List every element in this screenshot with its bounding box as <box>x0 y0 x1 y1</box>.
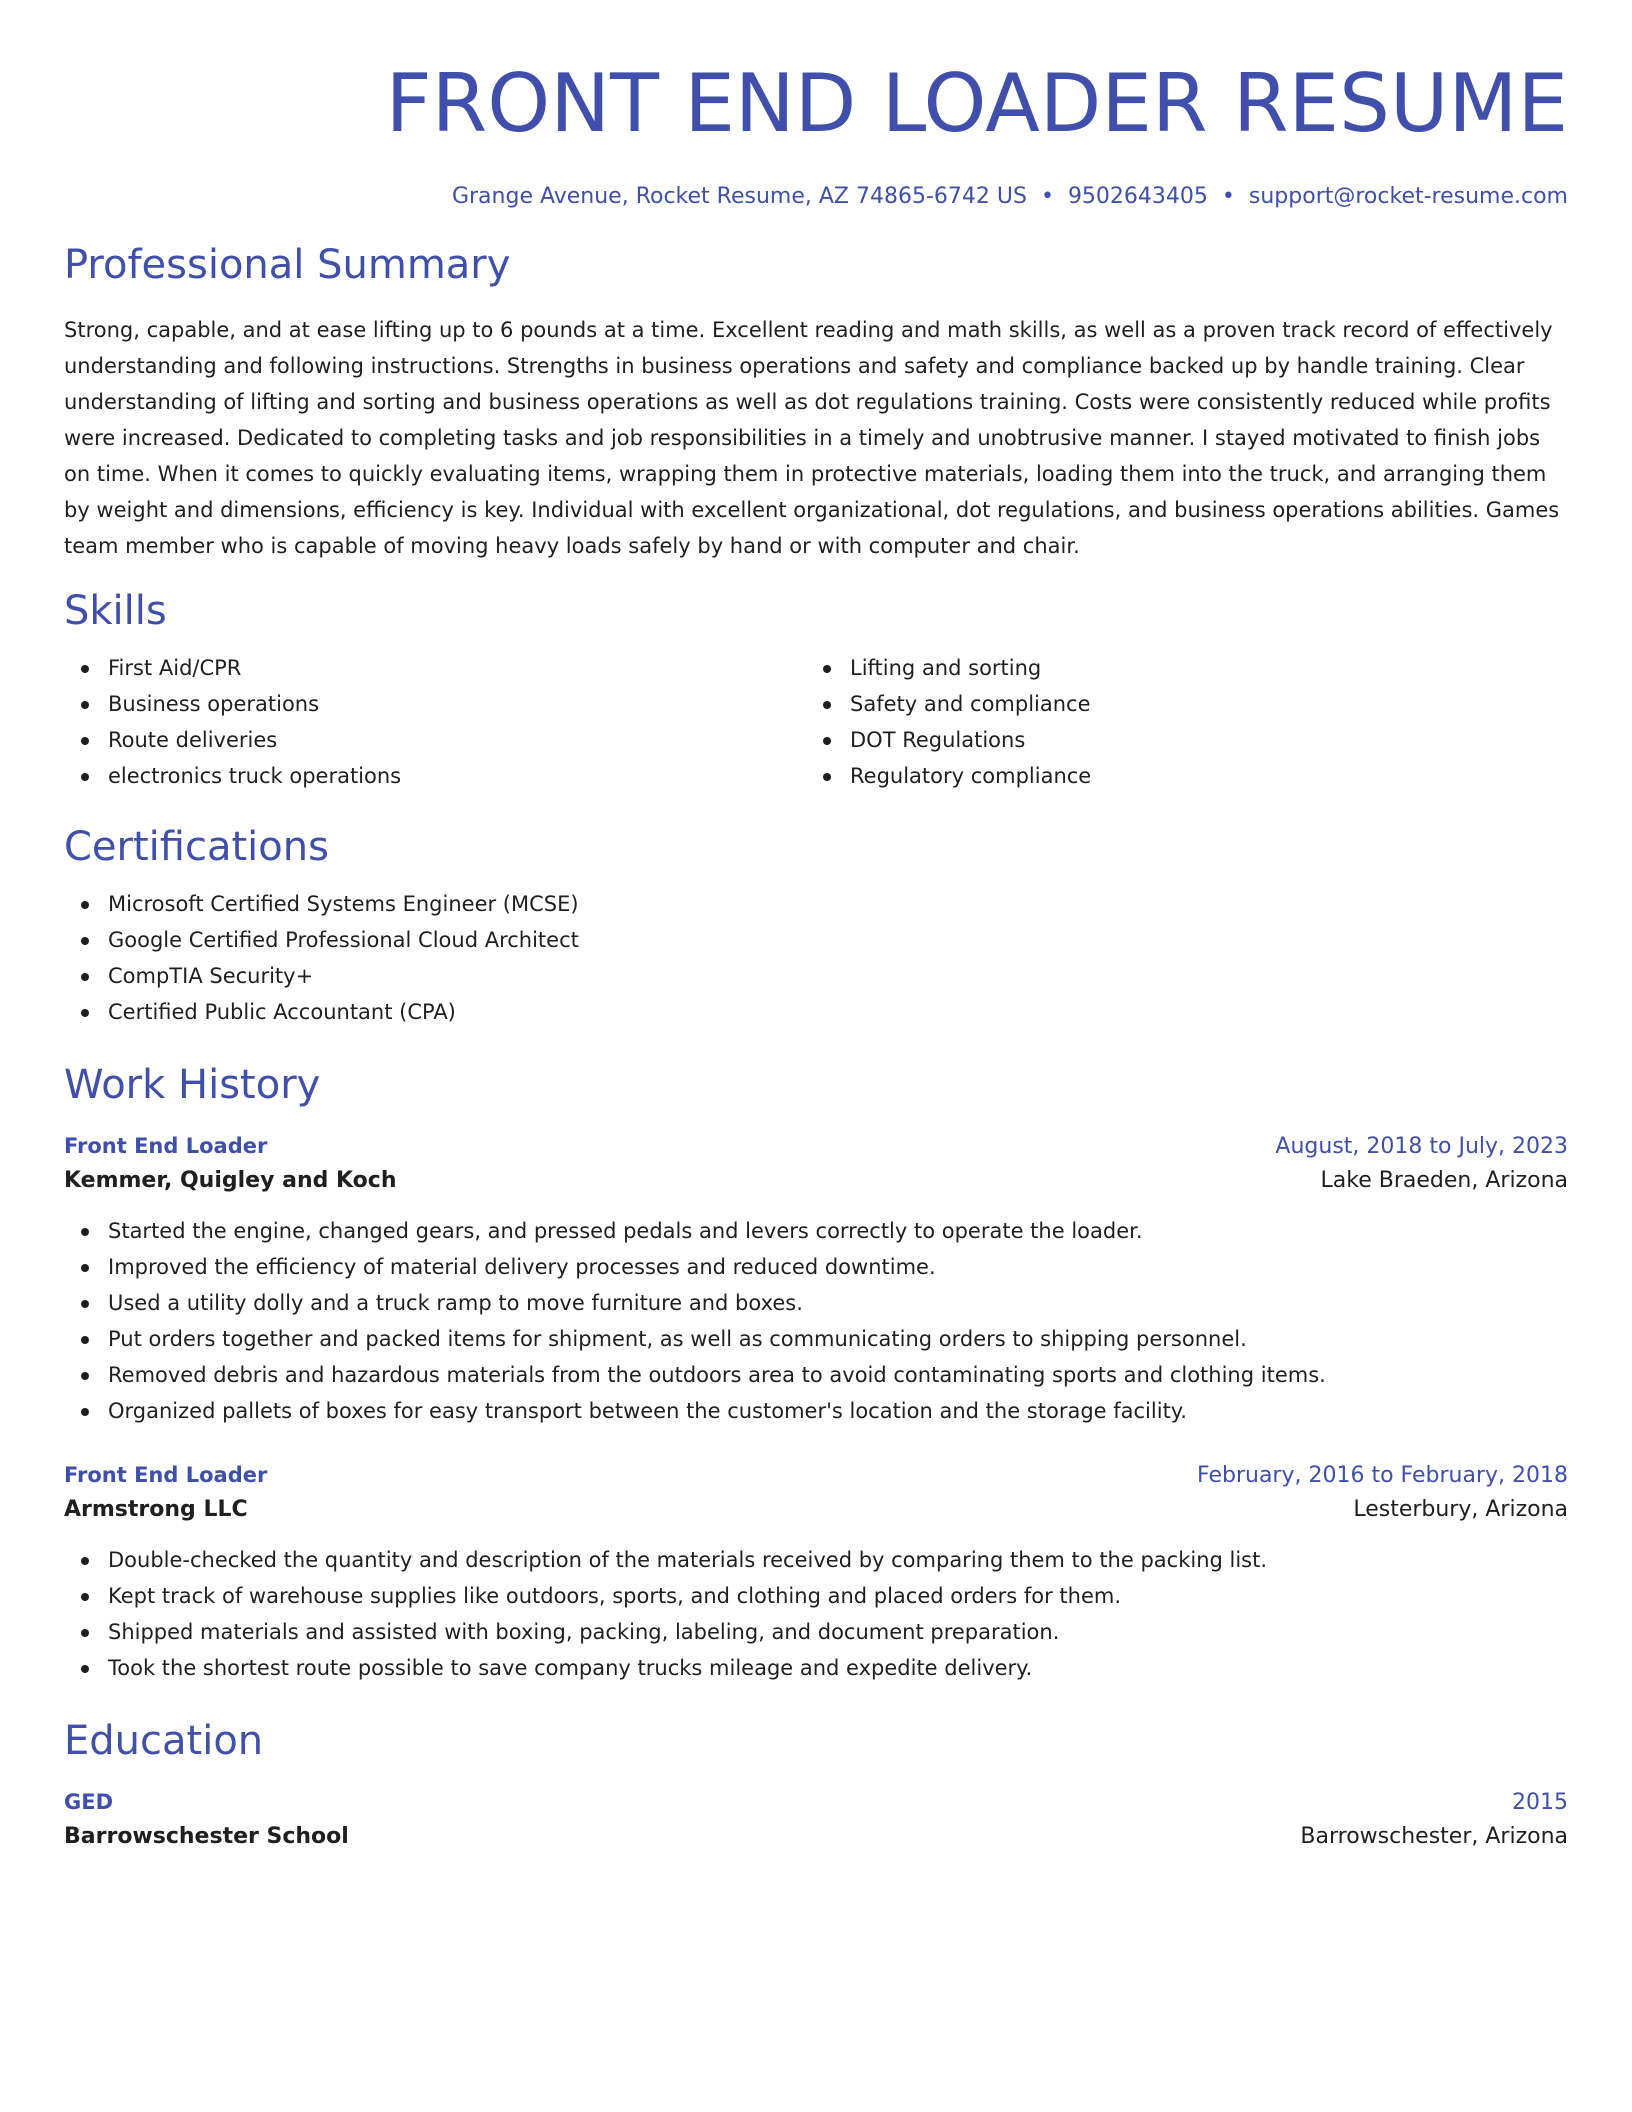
job-duty: Shipped materials and assisted with boxing, packing, labeling, and document preparation. <box>64 1614 1568 1650</box>
certification-item: CompTIA Security+ <box>64 958 1568 994</box>
contact-line <box>64 182 1568 212</box>
skill-item: Route deliveries <box>64 722 806 758</box>
job-duty: Kept track of warehouse supplies like outdoors, sports, and clothing and placed orders for them. <box>64 1578 1568 1614</box>
skill-item: Business operations <box>64 686 806 722</box>
certification-item: Microsoft Certified Systems Engineer (MCSE) <box>64 886 1568 922</box>
job-duty: Took the shortest route possible to save company trucks mileage and expedite delivery. <box>64 1650 1568 1686</box>
job-title: Front End Loader <box>64 1463 268 1487</box>
resume-page <box>64 0 1568 1855</box>
contact-separator: • <box>1221 184 1235 209</box>
job-duties-list <box>64 1213 1568 1429</box>
certification-item: Google Certified Professional Cloud Architect <box>64 922 1568 958</box>
certifications-list <box>64 886 1568 1030</box>
job-duty: Double-checked the quantity and description of the materials received by comparing them to the packing list. <box>64 1542 1568 1578</box>
skills-columns <box>64 650 1568 794</box>
job-location: Lake Braeden, Arizona <box>1320 1168 1568 1193</box>
job-company: Kemmer, Quigley and Koch <box>64 1168 397 1193</box>
certifications-heading: Certifications <box>64 824 329 870</box>
skill-item: electronics truck operations <box>64 758 806 794</box>
education-degree: GED <box>64 1790 114 1814</box>
job-dates: August, 2018 to July, 2023 <box>1275 1134 1568 1159</box>
skill-item: Lifting and sorting <box>806 650 1548 686</box>
job-company-row <box>64 1163 1568 1199</box>
education-school: Barrowschester School <box>64 1824 349 1849</box>
job-location: Lesterbury, Arizona <box>1353 1497 1568 1522</box>
education-school-row <box>64 1819 1568 1855</box>
job-duty: Started the engine, changed gears, and pressed pedals and levers correctly to operate the loader. <box>64 1213 1568 1249</box>
job-dates: February, 2016 to February, 2018 <box>1197 1463 1568 1488</box>
contact-separator: • <box>1040 184 1054 209</box>
skill-item: DOT Regulations <box>806 722 1548 758</box>
resume-title: FRONT END LOADER RESUME <box>385 57 1568 150</box>
education-year: 2015 <box>1512 1790 1568 1815</box>
job-header-row <box>64 1130 1568 1163</box>
skill-item: First Aid/CPR <box>64 650 806 686</box>
skill-item: Safety and compliance <box>806 686 1548 722</box>
work-history-heading: Work History <box>64 1062 321 1108</box>
job-entry <box>64 1459 1568 1686</box>
job-duties-list <box>64 1542 1568 1686</box>
job-title: Front End Loader <box>64 1134 268 1158</box>
education-entry <box>64 1786 1568 1855</box>
job-duty: Put orders together and packed items for shipment, as well as communicating orders to shipping personnel. <box>64 1321 1568 1357</box>
skill-item: Regulatory compliance <box>806 758 1548 794</box>
job-header-row <box>64 1459 1568 1492</box>
contact-email[interactable]: support@rocket-resume.com <box>1248 184 1568 209</box>
education-heading: Education <box>64 1718 264 1764</box>
summary-heading: Professional Summary <box>64 242 511 288</box>
job-entry <box>64 1130 1568 1429</box>
education-location: Barrowschester, Arizona <box>1300 1824 1568 1849</box>
job-company-row <box>64 1492 1568 1528</box>
job-duty: Improved the efficiency of material delivery processes and reduced downtime. <box>64 1249 1568 1285</box>
job-duty: Removed debris and hazardous materials from the outdoors area to avoid contaminating sports and clothing items. <box>64 1357 1568 1393</box>
job-company: Armstrong LLC <box>64 1497 248 1522</box>
certification-item: Certified Public Accountant (CPA) <box>64 994 1568 1030</box>
summary-text: Strong, capable, and at ease lifting up to 6 pounds at a time. Excellent reading and math skills, as well as a proven track record of effectively understanding and following instructions. Strengths in business operations and safety and compliance backed up by handle training. Clear understanding of lifting and sorting and business operations as well as dot regulations training. Costs were consistently reduced while profits were increased. Dedicated to completing tasks and job responsibilities in a timely and unobtrusive manner. I stayed motivated to finish jobs on time. When it comes to quickly evaluating items, wrapping them in protective materials, loading them into the truck, and arranging them by weight and dimensions, efficiency is key. Individual with excellent organizational, dot regulations, and business operations abilities. Games team member who is capable of moving heavy loads safely by hand or with computer and chair. <box>64 318 1560 558</box>
skills-list-left <box>64 650 806 794</box>
contact-address: Grange Avenue, Rocket Resume, AZ 74865-6742 US <box>451 184 1027 209</box>
education-header-row <box>64 1786 1568 1819</box>
job-duty: Used a utility dolly and a truck ramp to move furniture and boxes. <box>64 1285 1568 1321</box>
contact-phone[interactable]: 9502643405 <box>1067 184 1208 209</box>
skills-heading: Skills <box>64 588 167 634</box>
skills-list-right <box>806 650 1548 794</box>
job-duty: Organized pallets of boxes for easy transport between the customer's location and the storage facility. <box>64 1393 1568 1429</box>
